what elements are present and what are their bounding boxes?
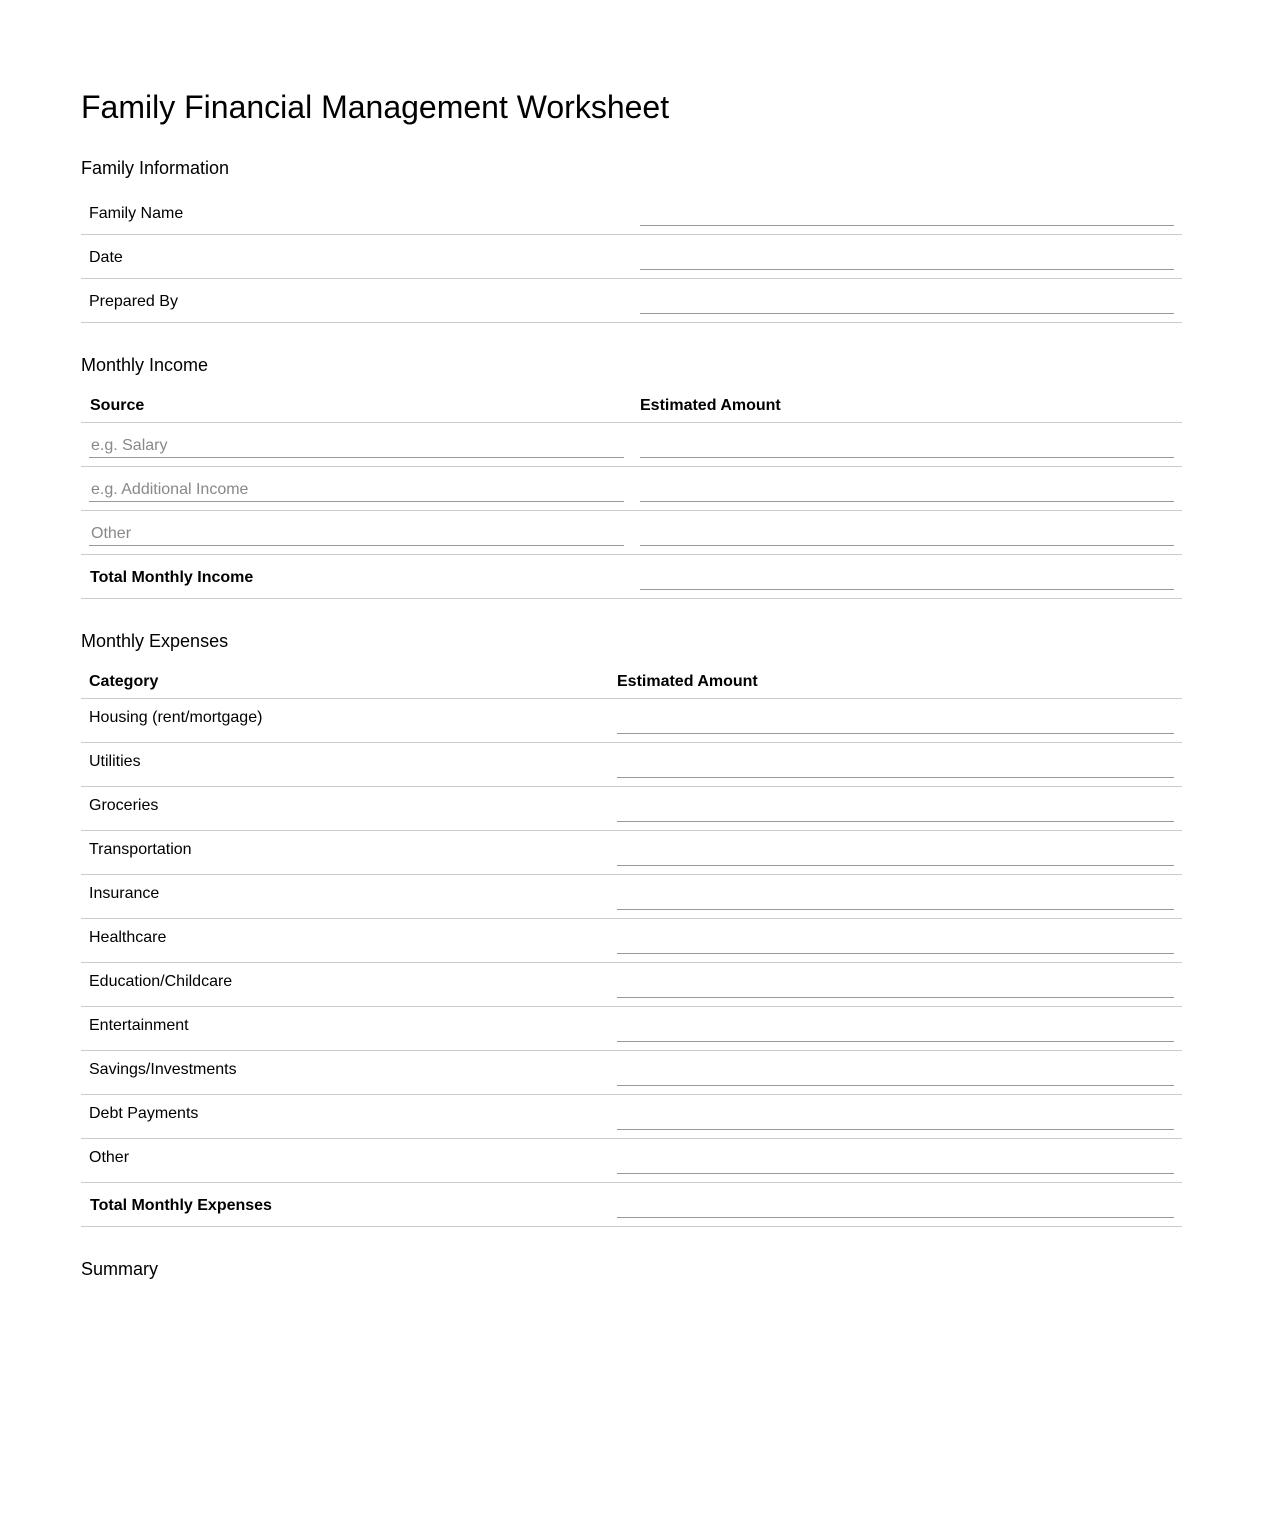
income-amount-header: Estimated Amount <box>640 397 781 414</box>
expense-amount-input[interactable] <box>617 1106 1174 1130</box>
monthly-expenses-table <box>81 661 1182 1227</box>
expense-category-label: Groceries <box>89 797 159 814</box>
expense-amount-input[interactable] <box>617 1062 1174 1086</box>
expense-row <box>81 1051 1182 1095</box>
expense-amount-input[interactable] <box>617 886 1174 910</box>
income-source-input[interactable] <box>89 478 624 502</box>
total-income-label: Total Monthly Income <box>90 569 254 586</box>
expenses-header-row <box>81 661 1182 699</box>
monthly-income-table <box>81 385 1182 599</box>
expense-category-label: Healthcare <box>89 929 167 946</box>
income-row <box>81 467 1182 511</box>
monthly-income-title: Monthly Income <box>81 355 209 375</box>
family-name-row <box>81 191 1182 235</box>
expense-row <box>81 831 1182 875</box>
date-row <box>81 235 1182 279</box>
income-amount-input[interactable] <box>640 434 1174 458</box>
expenses-amount-header: Estimated Amount <box>617 673 758 690</box>
expense-row <box>81 699 1182 743</box>
total-expenses-label: Total Monthly Expenses <box>90 1197 272 1214</box>
expense-row <box>81 787 1182 831</box>
prepared-by-field[interactable] <box>640 290 1174 314</box>
expense-row <box>81 963 1182 1007</box>
expense-row <box>81 1007 1182 1051</box>
income-amount-input[interactable] <box>640 522 1174 546</box>
expense-amount-input[interactable] <box>617 842 1174 866</box>
expense-amount-input[interactable] <box>617 1150 1174 1174</box>
family-name-field[interactable] <box>640 202 1174 226</box>
total-income-input[interactable] <box>640 566 1174 590</box>
summary-title: Summary <box>81 1259 159 1279</box>
expense-row <box>81 919 1182 963</box>
expense-amount-input[interactable] <box>617 754 1174 778</box>
expense-amount-input[interactable] <box>617 798 1174 822</box>
expense-amount-input[interactable] <box>617 710 1174 734</box>
date-label: Date <box>89 249 123 266</box>
expense-category-label: Entertainment <box>89 1017 189 1034</box>
expense-row <box>81 1095 1182 1139</box>
income-header-row <box>81 385 1182 423</box>
income-amount-input[interactable] <box>640 478 1174 502</box>
income-source-input[interactable] <box>89 434 624 458</box>
family-info-title: Family Information <box>81 158 230 178</box>
expenses-category-header: Category <box>89 673 159 690</box>
income-source-input[interactable] <box>89 522 624 546</box>
expenses-total-row <box>81 1183 1182 1227</box>
prepared-by-label: Prepared By <box>89 293 178 310</box>
date-field[interactable] <box>640 246 1174 270</box>
expense-amount-input[interactable] <box>617 930 1174 954</box>
expense-category-label: Utilities <box>89 753 141 770</box>
family-name-label: Family Name <box>89 205 184 222</box>
income-row <box>81 423 1182 467</box>
expense-category-label: Savings/Investments <box>89 1061 237 1078</box>
expense-category-label: Education/Childcare <box>89 973 233 990</box>
monthly-expenses-title: Monthly Expenses <box>81 631 229 651</box>
total-expenses-input[interactable] <box>617 1194 1174 1218</box>
expense-row <box>81 743 1182 787</box>
expense-amount-input[interactable] <box>617 1018 1174 1042</box>
page-title: Family Financial Management Worksheet <box>81 89 670 125</box>
income-source-header: Source <box>90 397 145 414</box>
expense-category-label: Housing (rent/mortgage) <box>89 709 263 726</box>
expense-row <box>81 1139 1182 1183</box>
expense-category-label: Other <box>89 1149 130 1166</box>
expense-category-label: Insurance <box>89 885 160 902</box>
family-info-table <box>81 191 1182 323</box>
income-total-row <box>81 555 1182 599</box>
prepared-by-row <box>81 279 1182 323</box>
expense-amount-input[interactable] <box>617 974 1174 998</box>
income-row <box>81 511 1182 555</box>
expense-category-label: Debt Payments <box>89 1105 199 1122</box>
expense-row <box>81 875 1182 919</box>
expense-rows <box>81 699 1182 1183</box>
expense-category-label: Transportation <box>89 841 192 858</box>
